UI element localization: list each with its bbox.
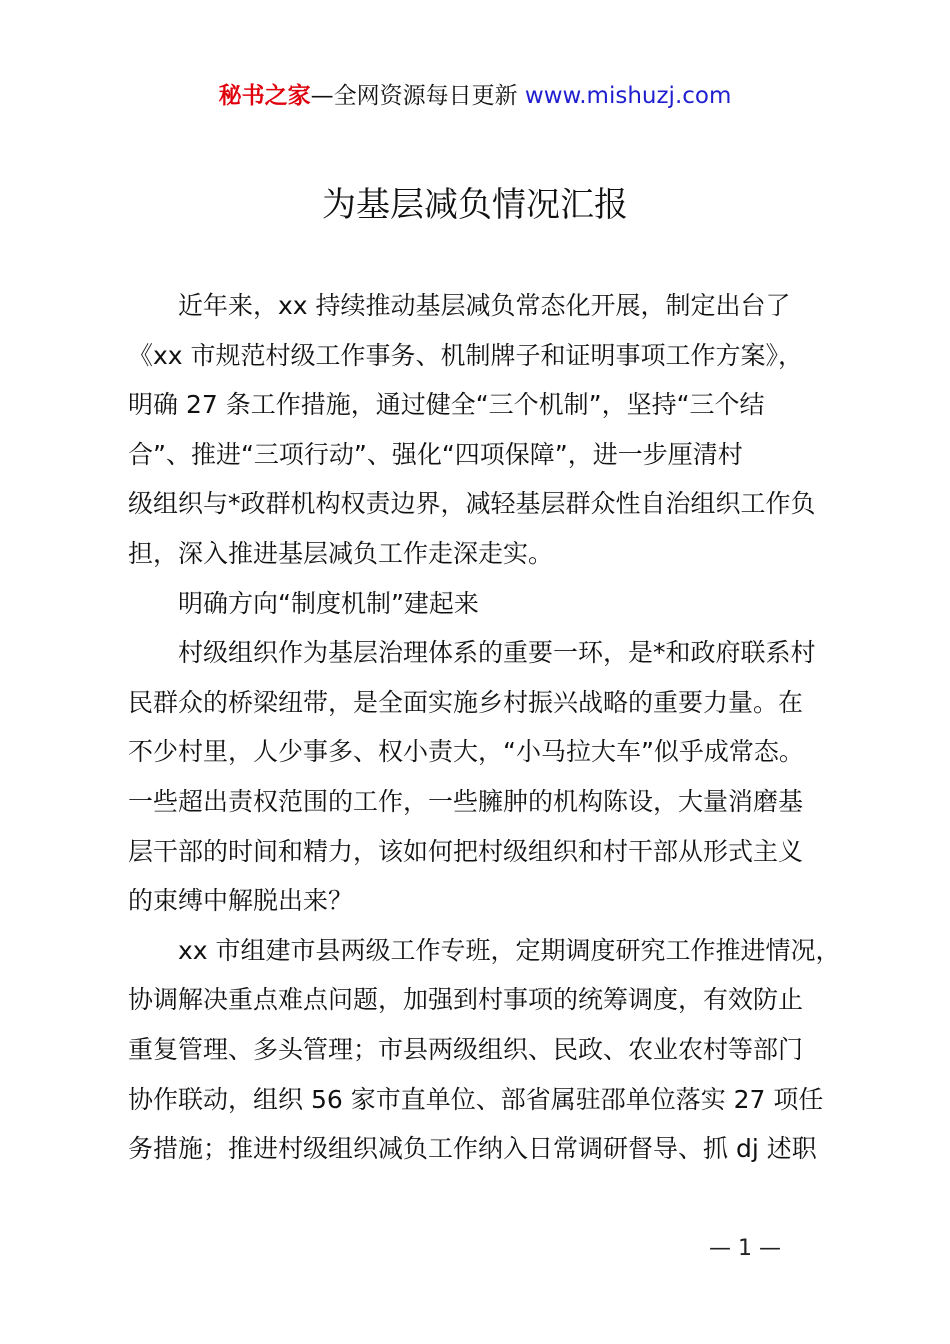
text-line: 级组织与*政群机构权责边界，减轻基层群众性自治组织工作负 xyxy=(128,489,816,519)
text-line: 担，深入推进基层减负工作走深走实。 xyxy=(128,538,554,568)
text-line: 近年来，xx 持续推动基层减负常态化开展，制定出台了 xyxy=(178,291,791,320)
text-line: 民群众的桥梁纽带，是全面实施乡村振兴战略的重要力量。在 xyxy=(128,687,804,717)
text-line: 的束缚中解脱出来？ xyxy=(128,886,354,916)
text-line: 合”、推进“三项行动”、强化“四项保障”，进一步厘清村 xyxy=(128,439,743,469)
page-number: — 1 — xyxy=(709,1236,781,1261)
site-brand: 秘书之家 xyxy=(218,83,311,109)
text-line: 层干部的时间和精力，该如何把村级组织和村干部从形式主义 xyxy=(128,836,804,866)
site-header xyxy=(0,80,950,112)
document-title: 为基层减负情况汇报 xyxy=(322,185,628,225)
text-line: 不少村里，人少事多、权小责大，“小马拉大车”似乎成常态。 xyxy=(128,737,804,767)
document-body xyxy=(128,281,848,1174)
text-line: xx 市组建市县两级工作专班，定期调度研究工作推进情况， xyxy=(178,935,841,965)
text-line: 务措施；推进村级组织减负工作纳入日常调研督导、抓 dj 述职 xyxy=(128,1134,817,1164)
text-line: 《xx 市规范村级工作事务、机制牌子和证明事项工作方案》， xyxy=(128,340,804,370)
site-url-link[interactable]: www.mishuzj.com xyxy=(517,83,732,109)
text-line: 重复管理、多头管理；市县两级组织、民政、农业农村等部门 xyxy=(128,1034,804,1064)
text-line: 协调解决重点难点问题，加强到村事项的统筹调度，有效防止 xyxy=(128,985,804,1015)
section-heading: 明确方向“制度机制”建起来 xyxy=(178,588,479,618)
text-line: 一些超出责权范围的工作，一些臃肿的机构陈设，大量消磨基 xyxy=(128,786,804,816)
text-line: 明确 27 条工作措施，通过健全“三个机制”，坚持“三个结 xyxy=(128,390,765,420)
text-line: 村级组织作为基层治理体系的重要一环，是*和政府联系村 xyxy=(178,638,816,668)
site-slogan: —全网资源每日更新 xyxy=(310,83,518,109)
text-line: 协作联动，组织 56 家市直单位、部省属驻邵单位落实 27 项任 xyxy=(128,1084,824,1114)
